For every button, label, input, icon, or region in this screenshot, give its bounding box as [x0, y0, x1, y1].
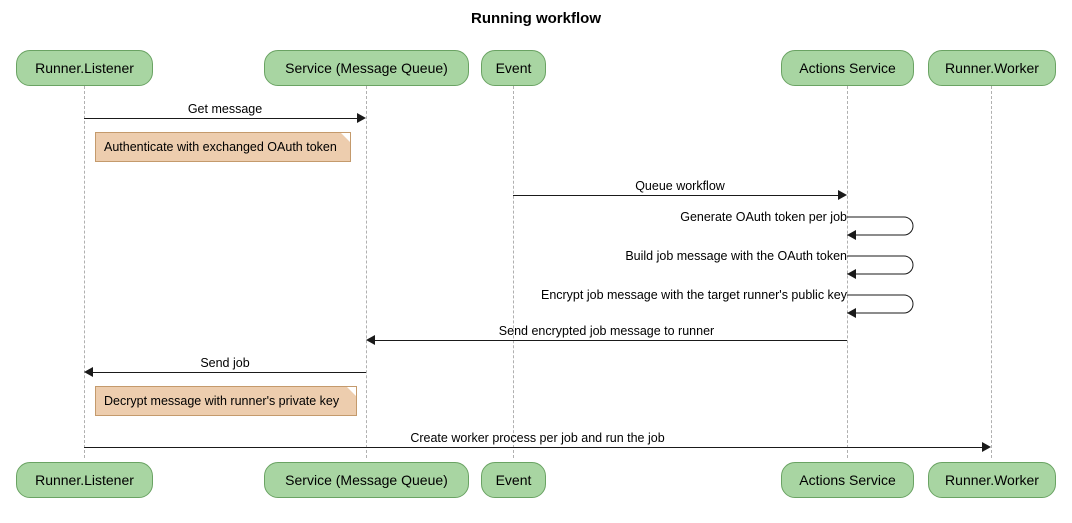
arrowhead-send-encrypted-job-message — [366, 335, 375, 345]
arrowhead-build-job-message — [847, 269, 856, 279]
message-label-queue-workflow: Queue workflow — [635, 179, 725, 193]
note-fold-icon — [341, 133, 350, 142]
arrowhead-queue-workflow — [838, 190, 847, 200]
lifeline-runner-worker — [991, 86, 992, 458]
note-fold-icon — [347, 387, 356, 396]
lifeline-event — [513, 86, 514, 458]
message-label-send-job: Send job — [200, 356, 250, 370]
diagram-title: Running workflow — [471, 10, 601, 27]
note-authenticate-oauth — [95, 132, 351, 162]
actor-bottom-actions-service[interactable]: Actions Service — [781, 462, 914, 498]
lifeline-service-message-queue — [366, 86, 367, 458]
message-label-build-job-message: Build job message with the OAuth token — [625, 249, 847, 263]
arrowhead-generate-oauth-token — [847, 230, 856, 240]
message-line-send-job — [93, 372, 366, 373]
arrowhead-create-worker-process — [982, 442, 991, 452]
actor-bottom-service-message-queue[interactable]: Service (Message Queue) — [264, 462, 469, 498]
note-text: Decrypt message with runner's private key — [104, 394, 340, 408]
lifeline-runner-listener — [84, 86, 85, 458]
arrowhead-send-job — [84, 367, 93, 377]
actor-top-runner-listener[interactable]: Runner.Listener — [16, 50, 153, 86]
actor-top-runner-worker[interactable]: Runner.Worker — [928, 50, 1056, 86]
actor-top-actions-service[interactable]: Actions Service — [781, 50, 914, 86]
message-line-get-message — [84, 118, 357, 119]
message-line-create-worker-process — [84, 447, 982, 448]
self-message-generate-oauth-token — [847, 212, 927, 244]
self-message-build-job-message — [847, 251, 927, 283]
actor-top-event[interactable]: Event — [481, 50, 546, 86]
message-line-send-encrypted-job-message — [375, 340, 847, 341]
arrowhead-encrypt-job-message — [847, 308, 856, 318]
note-decrypt-message — [95, 386, 357, 416]
arrowhead-get-message — [357, 113, 366, 123]
message-label-create-worker-process: Create worker process per job and run the job — [410, 431, 665, 445]
actor-top-service-message-queue[interactable]: Service (Message Queue) — [264, 50, 469, 86]
message-label-generate-oauth-token: Generate OAuth token per job — [680, 210, 847, 224]
note-text: Authenticate with exchanged OAuth token — [104, 140, 337, 154]
actor-bottom-runner-listener[interactable]: Runner.Listener — [16, 462, 153, 498]
self-message-encrypt-job-message — [847, 290, 927, 322]
message-line-queue-workflow — [513, 195, 838, 196]
actor-bottom-event[interactable]: Event — [481, 462, 546, 498]
message-label-send-encrypted-job-message: Send encrypted job message to runner — [498, 324, 715, 338]
message-label-encrypt-job-message: Encrypt job message with the target runner's public key — [540, 288, 847, 302]
actor-bottom-runner-worker[interactable]: Runner.Worker — [928, 462, 1056, 498]
message-label-get-message: Get message — [187, 102, 263, 116]
